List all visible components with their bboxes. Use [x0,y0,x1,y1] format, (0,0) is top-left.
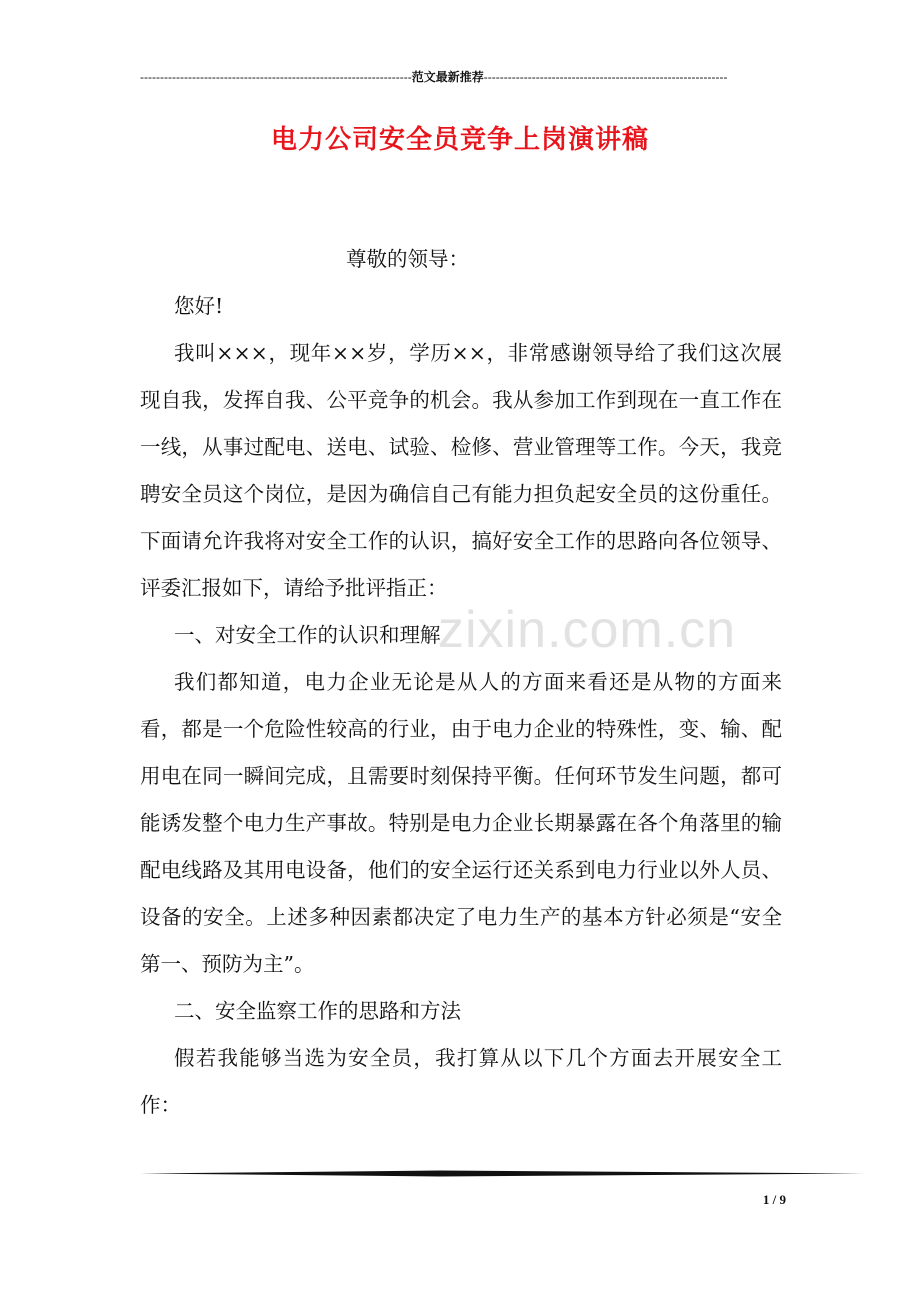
paragraph-plan: 假若我能够当选为安全员，我打算从以下几个方面去开展安全工作： [140,1046,782,1117]
document-body [140,236,782,1129]
header-dashes-left: -------------------------------------------------------------------- [140,70,412,84]
header-label: 范文最新推荐 [411,70,484,84]
footer-divider [140,1170,864,1177]
page-number: 1 / 9 [762,1192,786,1207]
page-header [140,68,768,86]
section-heading-1: 一、对安全工作的认识和理解 [174,623,441,647]
document-title: 电力公司安全员竞争上岗演讲稿 [270,125,649,155]
paragraph-intro: 我叫×××，现年××岁，学历××，非常感谢领导给了我们这次展现自我，发挥自我、公平竞争的机会。我从参加工作到现在一直工作在一线，从事过配电、送电、试验、检修、营业管理等工作。今天，我竞聘安全员这个岗位，是因为确信自己有能力担负起安全员的这份重任。下面请允许我将对安全工作的认识，搞好安全工作的思路向各位领导、评委汇报如下，请给予批评指正： [140,341,782,600]
section-heading-2: 二、安全监察工作的思路和方法 [174,999,461,1023]
header-dashes-right: ------------------------------------------------------------- [483,70,728,84]
salutation: 尊敬的领导： [346,247,469,271]
watermark: zixin.com.cn [438,601,737,659]
paragraph-understanding: 我们都知道，电力企业无论是从人的方面来看还是从物的方面来看，都是一个危险性较高的行业，由于电力企业的特殊性，变、输、配用电在同一瞬间完成，且需要时刻保持平衡。任何环节发生问题，都可能诱发整个电力生产事故。特别是电力企业长期暴露在各个角落里的输配电线路及其用电设备，他们的安全运行还关系到电力行业以外人员、设备的安全。上述多种因素都决定了电力生产的基本方针必须是“安全第一、预防为主”。 [140,670,782,976]
greeting: 您好! [174,294,224,318]
